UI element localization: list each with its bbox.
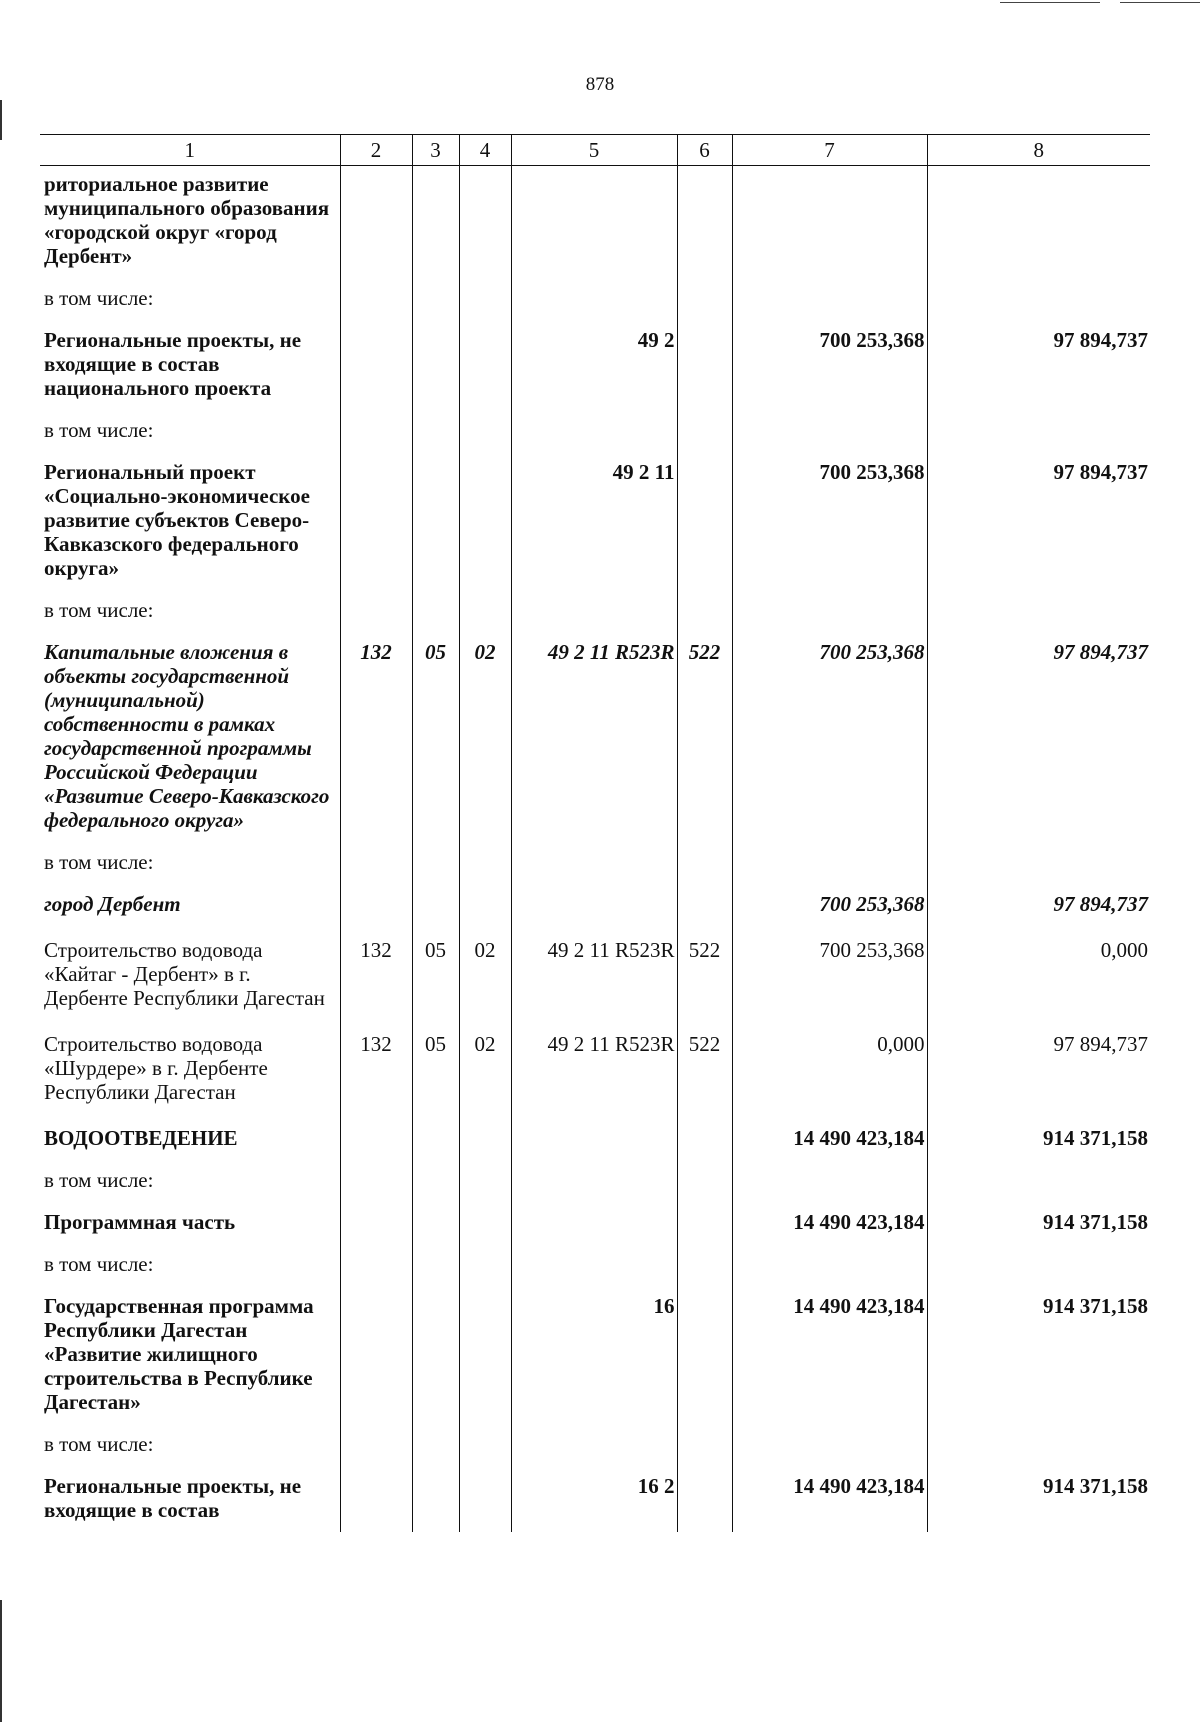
row-amount-7	[732, 842, 927, 880]
row-target-article	[511, 590, 677, 628]
row-amount-7	[732, 166, 927, 279]
column-header: 7	[732, 135, 927, 166]
row-expense-type	[677, 590, 732, 628]
row-description: Государственная программа Республики Дагестан «Развитие жилищного строительства в Республике Дагестан»	[44, 1294, 314, 1414]
row-target-article: 49 2 11 R523R	[511, 926, 677, 1020]
row-code-3	[412, 1160, 459, 1198]
column-header: 2	[340, 135, 412, 166]
table-row	[40, 1198, 1150, 1244]
row-target-article: 49 2	[511, 316, 677, 410]
row-description: в том числе:	[44, 418, 154, 442]
scan-edge-line	[0, 1600, 2, 1722]
row-code-2	[340, 410, 412, 448]
row-expense-type	[677, 316, 732, 410]
row-code-4	[459, 1198, 511, 1244]
row-code-2	[340, 1424, 412, 1462]
row-code-3: 05	[412, 926, 459, 1020]
row-expense-type	[677, 278, 732, 316]
row-amount-8: 97 894,737	[927, 1020, 1150, 1114]
row-expense-type	[677, 1244, 732, 1282]
row-target-article	[511, 1198, 677, 1244]
row-amount-8	[927, 1424, 1150, 1462]
row-code-2	[340, 448, 412, 590]
row-code-2: 132	[340, 1020, 412, 1114]
table-row	[40, 166, 1150, 279]
row-amount-7	[732, 1424, 927, 1462]
row-code-2: 132	[340, 628, 412, 842]
row-code-3: 05	[412, 1020, 459, 1114]
row-code-3	[412, 590, 459, 628]
row-code-4	[459, 1424, 511, 1462]
column-header: 6	[677, 135, 732, 166]
table-row	[40, 1282, 1150, 1424]
row-code-3	[412, 166, 459, 279]
row-code-4	[459, 842, 511, 880]
row-expense-type	[677, 1282, 732, 1424]
row-amount-8: 914 371,158	[927, 1282, 1150, 1424]
row-amount-8: 97 894,737	[927, 448, 1150, 590]
table-row	[40, 1244, 1150, 1282]
row-code-4	[459, 590, 511, 628]
scan-edge-line	[0, 100, 2, 140]
row-amount-8	[927, 1160, 1150, 1198]
budget-table	[40, 134, 1150, 1532]
row-amount-8: 914 371,158	[927, 1462, 1150, 1532]
column-header: 1	[40, 135, 340, 166]
row-amount-7: 700 253,368	[732, 926, 927, 1020]
row-code-3	[412, 410, 459, 448]
row-description: в том числе:	[44, 1168, 154, 1192]
row-code-3	[412, 1282, 459, 1424]
row-expense-type	[677, 1114, 732, 1160]
row-target-article	[511, 1424, 677, 1462]
row-code-4	[459, 316, 511, 410]
row-description: в том числе:	[44, 1252, 154, 1276]
row-amount-7: 700 253,368	[732, 880, 927, 926]
row-code-3	[412, 448, 459, 590]
row-description: в том числе:	[44, 850, 154, 874]
row-amount-7: 700 253,368	[732, 316, 927, 410]
row-code-2	[340, 1198, 412, 1244]
row-amount-8	[927, 1244, 1150, 1282]
row-target-article	[511, 880, 677, 926]
table-row	[40, 410, 1150, 448]
row-amount-8	[927, 842, 1150, 880]
row-code-3: 05	[412, 628, 459, 842]
row-expense-type	[677, 448, 732, 590]
row-code-4	[459, 1462, 511, 1532]
row-amount-7: 14 490 423,184	[732, 1114, 927, 1160]
row-target-article: 49 2 11	[511, 448, 677, 590]
row-description: в том числе:	[44, 286, 154, 310]
row-target-article	[511, 1160, 677, 1198]
row-amount-8: 0,000	[927, 926, 1150, 1020]
row-code-4	[459, 1282, 511, 1424]
table-row	[40, 926, 1150, 1020]
row-target-article: 16 2	[511, 1462, 677, 1532]
row-amount-8: 914 371,158	[927, 1198, 1150, 1244]
row-expense-type	[677, 880, 732, 926]
row-code-3	[412, 1424, 459, 1462]
row-amount-8	[927, 590, 1150, 628]
row-expense-type	[677, 1462, 732, 1532]
row-amount-7	[732, 410, 927, 448]
row-amount-8: 97 894,737	[927, 316, 1150, 410]
row-code-2	[340, 278, 412, 316]
row-description: в том числе:	[44, 598, 154, 622]
row-code-4	[459, 1114, 511, 1160]
row-amount-7: 14 490 423,184	[732, 1282, 927, 1424]
row-code-4: 02	[459, 926, 511, 1020]
row-target-article	[511, 410, 677, 448]
row-amount-8: 97 894,737	[927, 880, 1150, 926]
row-expense-type	[677, 410, 732, 448]
row-description: Программная часть	[44, 1210, 236, 1234]
table-row	[40, 1114, 1150, 1160]
row-amount-8	[927, 278, 1150, 316]
table-row	[40, 448, 1150, 590]
row-description: Региональный проект «Социально-экономическое развитие субъектов Северо-Кавказского федерального округа»	[44, 460, 310, 580]
table-row	[40, 1462, 1150, 1532]
row-target-article	[511, 1114, 677, 1160]
column-header: 4	[459, 135, 511, 166]
row-code-4	[459, 1244, 511, 1282]
row-code-4: 02	[459, 628, 511, 842]
row-description: город Дербент	[44, 892, 181, 916]
row-target-article	[511, 278, 677, 316]
scan-edge-line	[1120, 2, 1200, 3]
row-code-3	[412, 842, 459, 880]
row-description: Строительство водовода «Шурдере» в г. Дербенте Республики Дагестан	[44, 1032, 268, 1104]
row-code-2	[340, 316, 412, 410]
row-amount-8: 914 371,158	[927, 1114, 1150, 1160]
row-expense-type	[677, 842, 732, 880]
row-target-article: 16	[511, 1282, 677, 1424]
row-code-4	[459, 1160, 511, 1198]
row-amount-7: 700 253,368	[732, 628, 927, 842]
row-code-2	[340, 166, 412, 279]
row-target-article	[511, 1244, 677, 1282]
row-code-4	[459, 278, 511, 316]
row-description: Строительство водовода «Кайтаг - Дербент» в г. Дербенте Республики Дагестан	[44, 938, 325, 1010]
row-target-article	[511, 842, 677, 880]
row-expense-type	[677, 1160, 732, 1198]
table-row	[40, 628, 1150, 842]
table-row	[40, 1020, 1150, 1114]
row-amount-7: 700 253,368	[732, 448, 927, 590]
scan-edge-line	[1000, 2, 1100, 3]
row-code-2	[340, 1114, 412, 1160]
row-code-4	[459, 880, 511, 926]
row-code-2	[340, 880, 412, 926]
row-expense-type: 522	[677, 926, 732, 1020]
row-amount-7	[732, 278, 927, 316]
row-amount-7	[732, 1244, 927, 1282]
row-expense-type: 522	[677, 628, 732, 842]
table-row	[40, 1160, 1150, 1198]
row-description: Региональные проекты, не входящие в состав	[44, 1474, 302, 1522]
table-row	[40, 842, 1150, 880]
row-amount-7: 0,000	[732, 1020, 927, 1114]
row-amount-7	[732, 1160, 927, 1198]
row-code-3	[412, 1244, 459, 1282]
row-code-2	[340, 1462, 412, 1532]
row-code-3	[412, 1462, 459, 1532]
row-code-2	[340, 1244, 412, 1282]
row-code-3	[412, 278, 459, 316]
row-expense-type	[677, 1198, 732, 1244]
row-code-4: 02	[459, 1020, 511, 1114]
column-header: 3	[412, 135, 459, 166]
table-row	[40, 1424, 1150, 1462]
row-expense-type: 522	[677, 1020, 732, 1114]
row-code-2	[340, 1160, 412, 1198]
row-amount-8	[927, 410, 1150, 448]
page-number: 878	[585, 74, 615, 95]
row-amount-7	[732, 590, 927, 628]
row-description: риториальное развитие муниципального образования «городской округ «город Дербент»	[44, 172, 330, 268]
row-amount-8: 97 894,737	[927, 628, 1150, 842]
row-code-2: 132	[340, 926, 412, 1020]
row-amount-7: 14 490 423,184	[732, 1462, 927, 1532]
row-amount-8	[927, 166, 1150, 279]
row-code-3	[412, 880, 459, 926]
row-code-4	[459, 448, 511, 590]
column-header: 8	[927, 135, 1150, 166]
row-code-2	[340, 842, 412, 880]
column-header: 5	[511, 135, 677, 166]
row-code-2	[340, 1282, 412, 1424]
row-code-4	[459, 166, 511, 279]
row-code-3	[412, 316, 459, 410]
row-description: в том числе:	[44, 1432, 154, 1456]
row-code-3	[412, 1114, 459, 1160]
row-description: Региональные проекты, не входящие в состав национального проекта	[44, 328, 302, 400]
row-target-article	[511, 166, 677, 279]
header-row	[40, 135, 1150, 166]
row-code-2	[340, 590, 412, 628]
row-amount-7: 14 490 423,184	[732, 1198, 927, 1244]
row-code-4	[459, 410, 511, 448]
row-target-article: 49 2 11 R523R	[511, 1020, 677, 1114]
table-row	[40, 316, 1150, 410]
row-code-3	[412, 1198, 459, 1244]
row-target-article: 49 2 11 R523R	[511, 628, 677, 842]
table-row	[40, 278, 1150, 316]
row-expense-type	[677, 1424, 732, 1462]
row-description: ВОДООТВЕДЕНИЕ	[44, 1126, 238, 1150]
row-description: Капитальные вложения в объекты государственной (муниципальной) собственности в рамках государственной программы Российской Федерации «Развитие Северо-Кавказского федерального округа»	[44, 640, 330, 832]
table-row	[40, 590, 1150, 628]
table-row	[40, 880, 1150, 926]
row-expense-type	[677, 166, 732, 279]
